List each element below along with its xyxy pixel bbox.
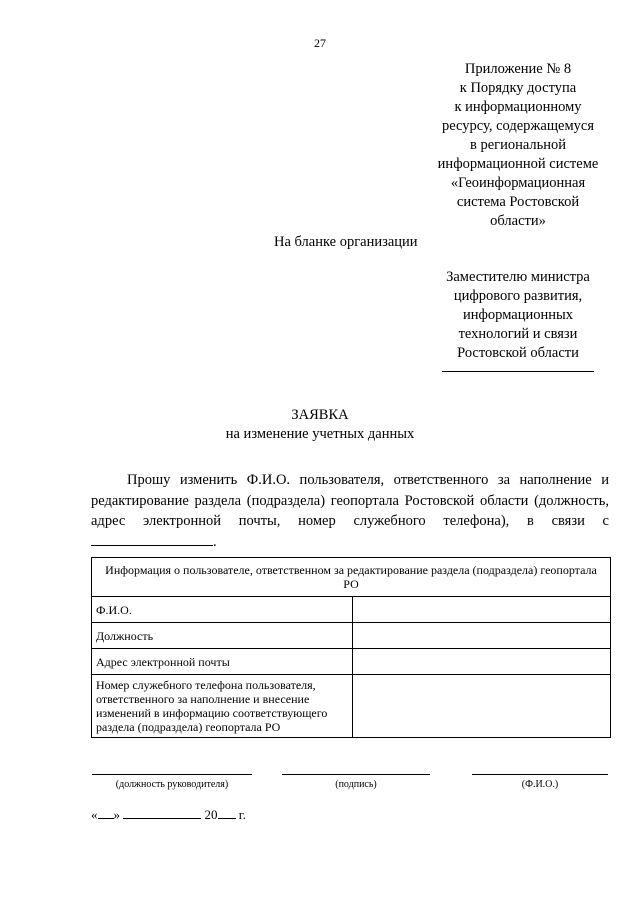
- title-main: ЗАЯВКА: [291, 407, 349, 423]
- appendix-line: ресурсу, содержащемуся: [441, 118, 594, 134]
- year-blank: [218, 808, 236, 819]
- appendix-line: система Ростовской: [456, 194, 580, 210]
- table-row: [92, 623, 611, 649]
- table-header: Информация о пользователе, ответственном за редактирование раздела (подраздела) геопортала РО: [92, 558, 611, 597]
- user-info-table: [91, 557, 611, 738]
- request-end: .: [213, 533, 217, 550]
- row-value: [353, 649, 611, 675]
- name-caption: (Ф.И.О.): [521, 779, 559, 790]
- table-row: [92, 597, 611, 623]
- request-paragraph: [91, 470, 609, 552]
- addressee-line: цифрового развития,: [453, 288, 583, 304]
- addressee-blank-line: [442, 371, 594, 372]
- addressee-line: Заместителю министра: [446, 269, 590, 285]
- date-open-quote: «: [91, 807, 98, 822]
- position-signature-line: [92, 774, 252, 775]
- date-line: [91, 807, 246, 823]
- appendix-line: области»: [490, 213, 546, 229]
- row-label: Номер служебного телефона пользователя, ответственного за наполнение и внесение изменений в информацию соответствующего раздела (подраздела) геопортала РО: [92, 675, 353, 738]
- signature-line: [282, 774, 430, 775]
- day-blank: [98, 808, 114, 819]
- row-label: Должность: [92, 623, 353, 649]
- position-caption: (должность руководителя): [115, 779, 229, 790]
- table-header-row: [92, 558, 611, 597]
- row-value: [353, 623, 611, 649]
- page-number: 27: [314, 36, 326, 50]
- addressee-block: [428, 268, 608, 363]
- addressee-line: технологий и связи: [458, 326, 578, 342]
- row-label: Адрес электронной почты: [92, 649, 353, 675]
- request-text: Прошу изменить Ф.И.О. пользователя, ответственного за наполнение и редактирование раздела (подраздела) геопортала Ростовской области (должность, адрес электронной почты, номер служебного телефона), в связи с: [91, 472, 609, 529]
- row-value: [353, 597, 611, 623]
- year-suffix: г.: [238, 807, 246, 822]
- document-title: [0, 406, 640, 444]
- appendix-line: к Порядку доступа: [459, 80, 577, 96]
- addressee-line: Ростовской области: [457, 345, 579, 361]
- row-value: [353, 675, 611, 738]
- month-blank: [123, 808, 201, 819]
- letterhead-note: На бланке организации: [274, 234, 418, 250]
- addressee-line: информационных: [463, 307, 573, 323]
- appendix-line: информационной системе: [437, 156, 599, 172]
- appendix-line: Приложение № 8: [464, 61, 572, 77]
- date-close-quote: »: [113, 807, 120, 822]
- name-signature-line: [472, 774, 608, 775]
- row-label: Ф.И.О.: [92, 597, 353, 623]
- year-prefix: 20: [204, 807, 218, 822]
- appendix-line: в региональной: [469, 137, 567, 153]
- signature-caption: (подпись): [335, 779, 377, 790]
- appendix-line: к информационному: [454, 99, 582, 115]
- table-row: [92, 675, 611, 738]
- title-sub: на изменение учетных данных: [225, 426, 415, 442]
- appendix-line: «Геоинформационная: [450, 175, 586, 191]
- table-row: [92, 649, 611, 675]
- appendix-block: [418, 60, 618, 231]
- reason-blank: [91, 533, 213, 546]
